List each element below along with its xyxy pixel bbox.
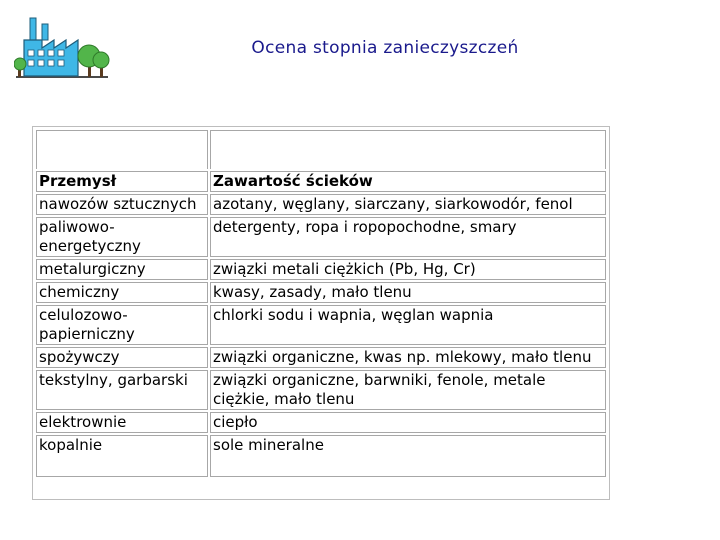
- wastewater-cell: detergenty, ropa i ropopochodne, smary: [210, 217, 606, 257]
- table-row: [36, 217, 606, 257]
- data-table: [34, 128, 608, 479]
- wastewater-cell: chlorki sodu i wapnia, węglan wapnia: [210, 305, 606, 345]
- table-row: [36, 435, 606, 477]
- column-header-industry: Przemysł: [36, 171, 208, 192]
- page-title: Ocena stopnia zanieczyszczeń: [251, 38, 519, 58]
- table-row: [36, 412, 606, 433]
- wastewater-cell: sole mineralne: [210, 435, 606, 477]
- industry-cell: tekstylny, garbarski: [36, 370, 208, 410]
- table-row: [36, 370, 606, 410]
- wastewater-cell: związki metali ciężkich (Pb, Hg, Cr): [210, 259, 606, 280]
- industry-cell: celulozowo-papierniczny: [36, 305, 208, 345]
- pollution-table: [32, 126, 610, 500]
- wastewater-cell: kwasy, zasady, mało tlenu: [210, 282, 606, 303]
- industry-cell: paliwowo-energetyczny: [36, 217, 208, 257]
- table-header-row: [36, 171, 606, 192]
- table-row: [36, 282, 606, 303]
- column-header-wastewater: Zawartość ścieków: [210, 171, 606, 192]
- table-spacer-row: [36, 130, 606, 169]
- wastewater-cell: związki organiczne, kwas np. mlekowy, mało tlenu: [210, 347, 606, 368]
- table-spacer-cell: [210, 130, 606, 169]
- industry-cell: chemiczny: [36, 282, 208, 303]
- industry-cell: nawozów sztucznych: [36, 194, 208, 215]
- industry-cell: elektrownie: [36, 412, 208, 433]
- factory-with-trees-icon: [14, 14, 110, 86]
- industry-cell: metalurgiczny: [36, 259, 208, 280]
- wastewater-cell: azotany, węglany, siarczany, siarkowodór, fenol: [210, 194, 606, 215]
- table-spacer-cell: [36, 130, 208, 169]
- table-row: [36, 347, 606, 368]
- industry-cell: spożywczy: [36, 347, 208, 368]
- table-row: [36, 259, 606, 280]
- industry-cell: kopalnie: [36, 435, 208, 477]
- table-row: [36, 305, 606, 345]
- wastewater-cell: związki organiczne, barwniki, fenole, metale ciężkie, mało tlenu: [210, 370, 606, 410]
- table-row: [36, 194, 606, 215]
- wastewater-cell: ciepło: [210, 412, 606, 433]
